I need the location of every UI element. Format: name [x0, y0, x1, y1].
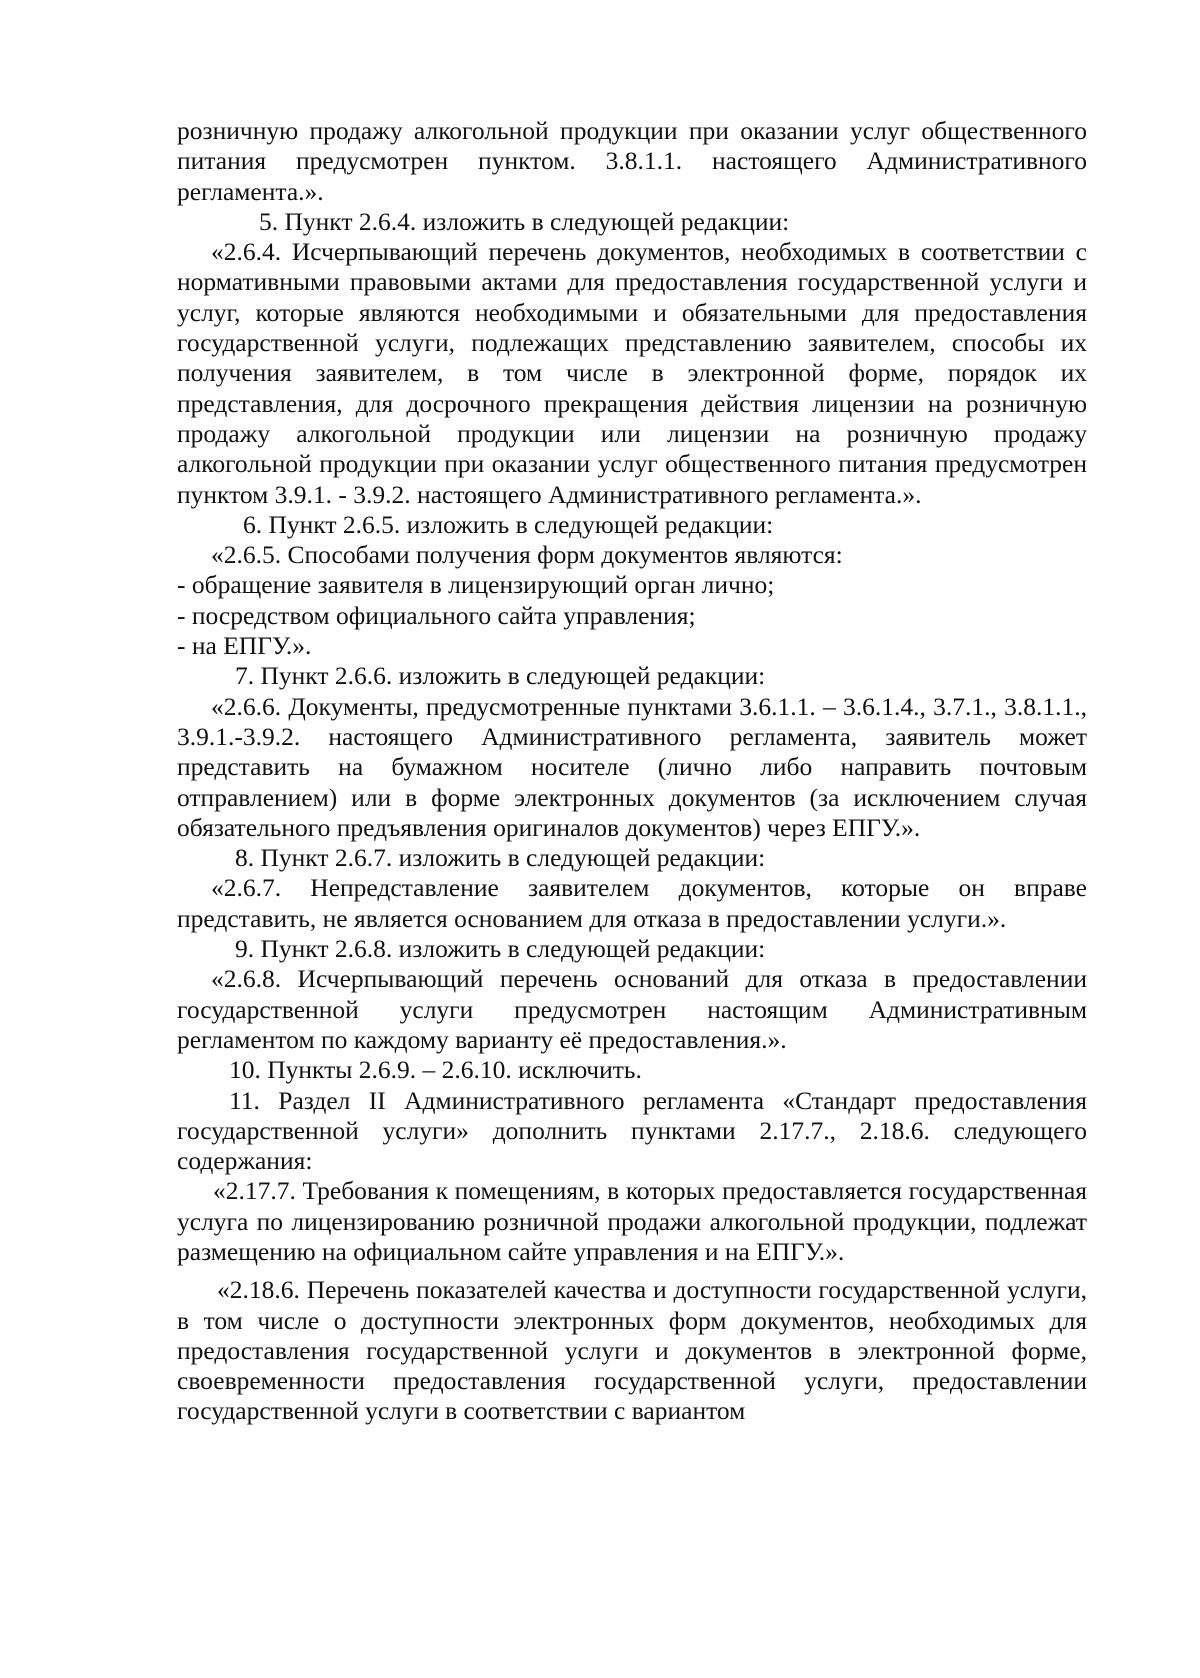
list-item-official-site: - посредством официального сайта управления;	[177, 600, 696, 630]
document-page	[177, 116, 1087, 1427]
paragraph-continuation: розничную продажу алкогольной продукции при оказании услуг общественного питания предусмотрен пунктом. 3.8.1.1. настоящего Административного регламента.».	[177, 116, 1087, 206]
paragraph-item-8: 8. Пункт 2.6.7. изложить в следующей редакции:	[235, 843, 766, 873]
paragraph-2-18-6: «2.18.6. Перечень показателей качества и доступности государственной услуги, в том числе о доступности электронных форм документов, необходимых для предоставления государственной услуги и документов в электронной форме, своевременности предоставления государственной услуги, предоставлении государственной услуги в соответствии с вариантом	[177, 1275, 1087, 1426]
paragraph-2-6-5: «2.6.5. Способами получения форм документов являются:	[211, 540, 843, 570]
paragraph-2-17-7: «2.17.7. Требования к помещениям, в которых предоставляется государственная услуга по лицензированию розничной продажи алкогольной продукции, подлежат размещению на официальном сайте управления и на ЕПГУ.».	[177, 1176, 1087, 1266]
paragraph-item-5: 5. Пункт 2.6.4. изложить в следующей редакции:	[259, 206, 790, 236]
paragraph-item-10: 10. Пункты 2.6.9. – 2.6.10. исключить.	[229, 1055, 642, 1085]
paragraph-item-11: 11. Раздел II Административного регламента «Стандарт предоставления государственной услуги» дополнить пунктами 2.17.7., 2.18.6. следующего содержания:	[177, 1085, 1087, 1176]
paragraph-item-6: 6. Пункт 2.6.5. изложить в следующей редакции:	[243, 509, 774, 539]
paragraph-2-6-7: «2.6.7. Непредставление заявителем документов, которые он вправе представить, не является основанием для отказа в предоставлении услуги.».	[177, 873, 1087, 933]
paragraph-item-9: 9. Пункт 2.6.8. изложить в следующей редакции:	[235, 934, 766, 964]
list-item-in-person: - обращение заявителя в лицензирующий орган лично;	[177, 570, 775, 600]
list-item-epgu: - на ЕПГУ.».	[177, 631, 312, 661]
paragraph-2-6-8: «2.6.8. Исчерпывающий перечень оснований для отказа в предоставлении государственной услуги предусмотрен настоящим Административным регламентом по каждому варианту её предоставления.».	[177, 964, 1087, 1054]
paragraph-2-6-6: «2.6.6. Документы, предусмотренные пунктами 3.6.1.1. – 3.6.1.4., 3.7.1., 3.8.1.1., 3.9.1.-3.9.2. настоящего Административного регламента, заявитель может представить на бумажном носителе (лично либо направить почтовым отправлением) или в форме электронных документов (за исключением случая обязательного предъявления оригиналов документов) через ЕПГУ.».	[177, 691, 1087, 842]
paragraph-2-6-4: «2.6.4. Исчерпывающий перечень документов, необходимых в соответствии с нормативными правовыми актами для предоставления государственной услуги и услуг, которые являются необходимыми и обязательными для предоставления государственной услуги, подлежащих представлению заявителем, способы их получения заявителем, в том числе в электронной форме, порядок их представления, для досрочного прекращения действия лицензии на розничную продажу алкогольной продукции или лицензии на розничную продажу алкогольной продукции при оказании услуг общественного питания предусмотрен пунктом 3.9.1. - 3.9.2. настоящего Административного регламента.».	[177, 237, 1087, 509]
paragraph-item-7: 7. Пункт 2.6.6. изложить в следующей редакции:	[235, 661, 766, 691]
